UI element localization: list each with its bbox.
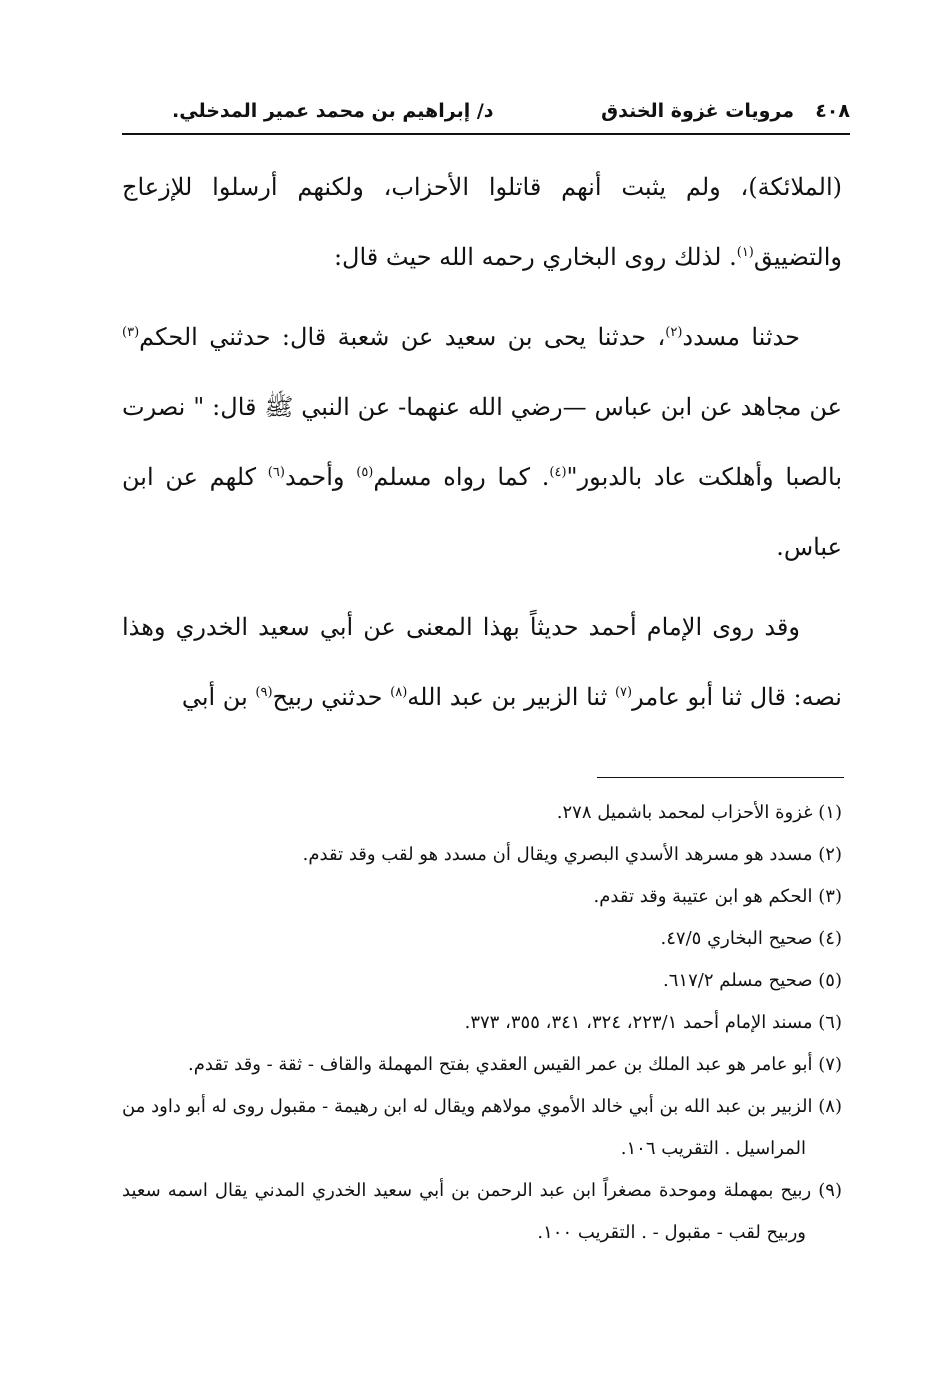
text-run: حدثني ربيح bbox=[272, 683, 391, 711]
footnote-separator bbox=[597, 777, 844, 778]
text-run: كلهم عن ابن عباس. bbox=[122, 463, 842, 561]
text-run: حدثنا مسدد bbox=[682, 323, 800, 351]
text-run: (الملائكة)، ولم يثبت أنهم قاتلوا الأحزاب، ولكنهم أرسلوا للإزعاج والتضييق bbox=[122, 173, 842, 271]
text-run: . كما رواه مسلم bbox=[373, 463, 550, 491]
text-run: وأحمد bbox=[284, 463, 357, 491]
footnote-6: (٦) مسند الإمام أحمد ٢٢٣/١، ٣٢٤، ٣٤١، ٣٥٥، ٣٧٣. bbox=[464, 1012, 842, 1033]
footnote-3: (٣) الحكم هو ابن عتيبة وقد تقدم. bbox=[593, 886, 842, 907]
text-run: ، حدثنا يحى بن سعيد عن شعبة قال: حدثني الحكم bbox=[139, 323, 666, 351]
footnote-ref: (٥) bbox=[356, 465, 374, 480]
footnote-1: (١) غزوة الأحزاب لمحمد باشميل ٢٧٨. bbox=[556, 802, 842, 823]
running-header bbox=[122, 100, 850, 136]
author-name: د/ إبراهيم بن محمد عمير المدخلي. bbox=[172, 100, 494, 122]
text-run: بن أبي bbox=[181, 683, 256, 711]
footnote-4: (٤) صحيح البخاري ٤٧/٥. bbox=[660, 928, 842, 949]
paragraph-3 bbox=[122, 592, 842, 732]
text-run: . لذلك روى البخاري رحمه الله حيث قال: bbox=[333, 243, 737, 271]
footnote-2: (٢) مسدد هو مسرهد الأسدي البصري ويقال أن مسدد هو لقب وقد تقدم. bbox=[302, 844, 842, 865]
footnote-ref: (٢) bbox=[665, 325, 683, 340]
main-text bbox=[122, 152, 842, 732]
footnote-ref: (٣) bbox=[122, 325, 140, 340]
footnote-ref: (٦) bbox=[267, 465, 285, 480]
footnote-ref: (١) bbox=[736, 245, 754, 260]
footnote-9: (٩) ربيح بمهملة وموحدة مصغراً ابن عبد الرحمن بن أبي سعيد الخدري المدني يقال اسمه سعيد وربيح لقب - مقبول - . التقريب ١٠٠. bbox=[122, 1180, 842, 1243]
book-title: مرويات غزوة الخندق bbox=[601, 100, 794, 122]
footnote-ref: (٤) bbox=[549, 465, 567, 480]
footnote-ref: (٧) bbox=[614, 685, 633, 700]
text-run: وقد روى الإمام أحمد حديثاً بهذا المعنى عن أبي سعيد الخدري وهذا نصه: قال ثنا أبو عامر bbox=[122, 613, 842, 711]
footnotes-section bbox=[122, 792, 842, 1254]
footnote-ref: (٩) bbox=[255, 685, 273, 700]
paragraph-2 bbox=[122, 302, 842, 582]
footnote-5: (٥) صحيح مسلم ٦١٧/٢. bbox=[663, 970, 842, 991]
paragraph-1 bbox=[122, 152, 842, 292]
footnote-ref: (٨) bbox=[390, 685, 408, 700]
text-run: عن مجاهد عن ابن عباس —رضي الله عنهما- عن النبي ﷺ قال: " نصرت بالصبا وأهلكت عاد بالدبور" bbox=[122, 393, 843, 491]
footnote-7: (٧) أبو عامر هو عبد الملك بن عمر القيس العقدي بفتح المهملة والقاف - ثقة - وقد تقدم. bbox=[187, 1054, 842, 1075]
page-number: ٤٠٨ bbox=[815, 100, 850, 122]
header-rule bbox=[122, 133, 850, 135]
text-run: ثنا الزبير بن عبد الله bbox=[407, 683, 615, 711]
footnote-8: (٨) الزبير بن عبد الله بن أبي خالد الأموي مولاهم ويقال له ابن رهيمة - مقبول روى له أبو داود من المراسيل . التقريب ١٠٦. bbox=[122, 1096, 842, 1159]
